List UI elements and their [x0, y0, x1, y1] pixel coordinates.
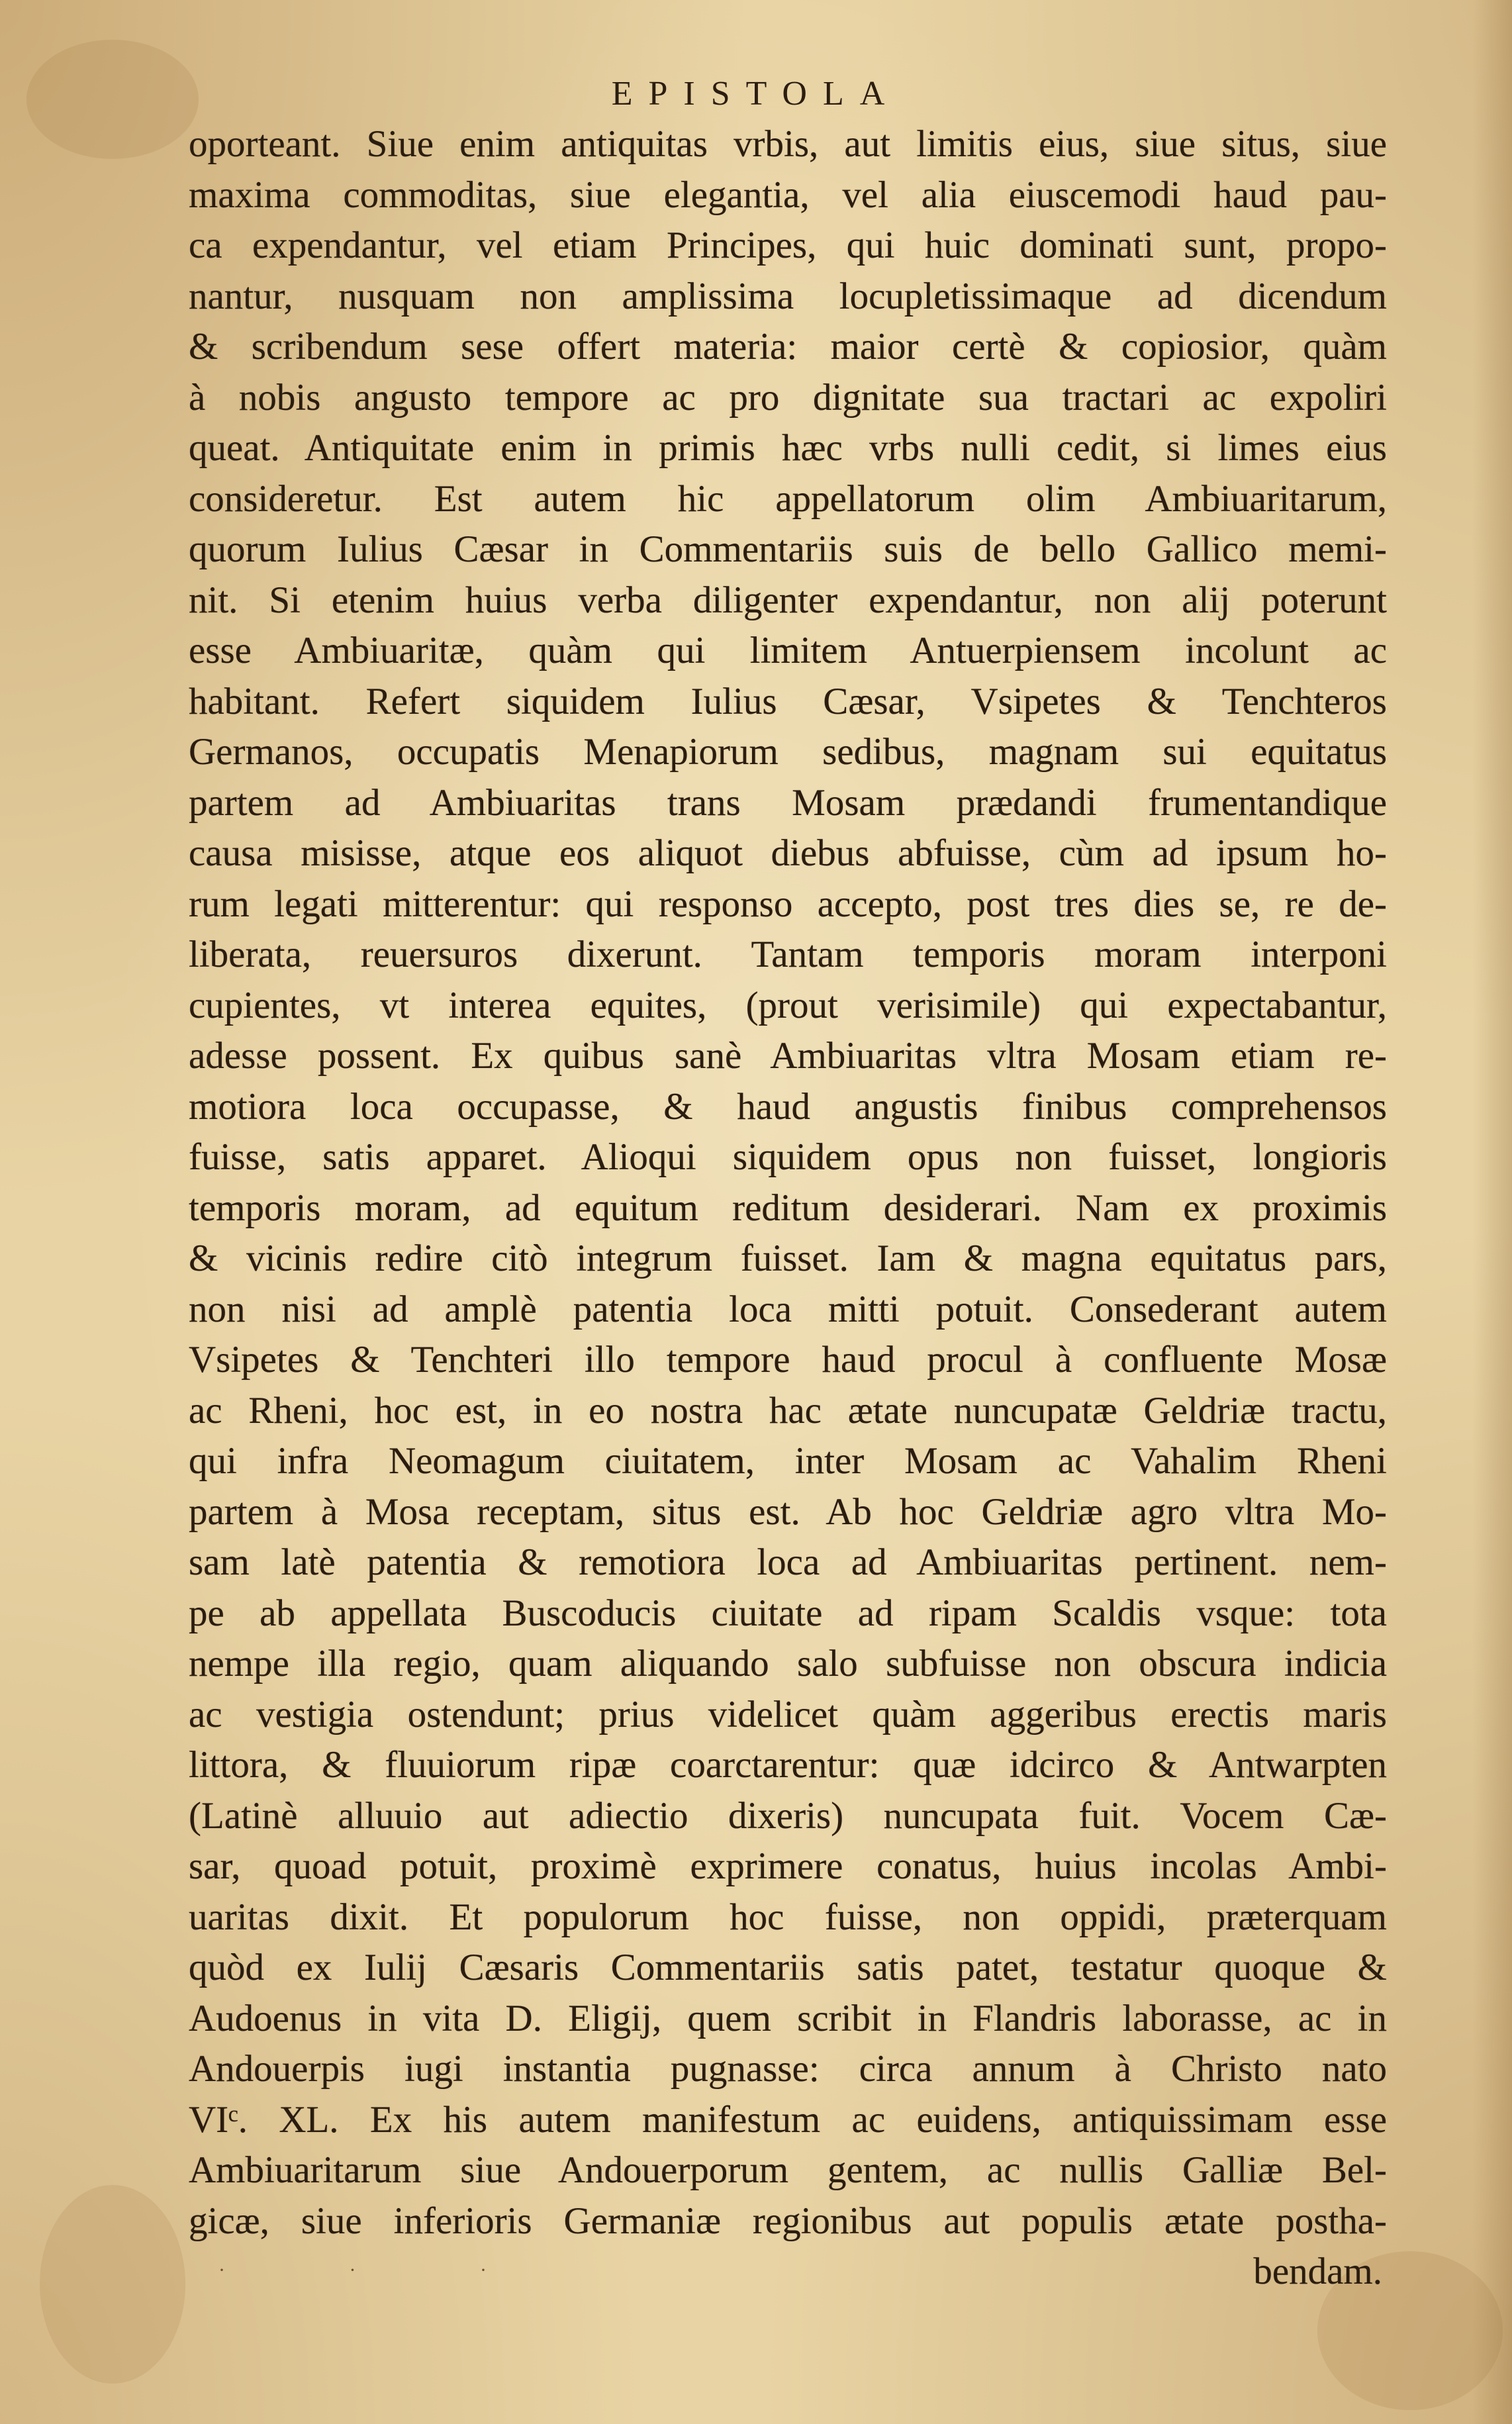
text-line: quorum Iulius Cæsar in Commentariis suis de bello Gallico memi-: [189, 528, 1387, 570]
text-line: (Latinè alluuio aut adiectio dixeris) nuncupata fuit. Vocem Cæ-: [189, 1794, 1387, 1837]
text-line: esse Ambiuaritæ, quàm qui limitem Antuerpiensem incolunt ac: [189, 630, 1387, 671]
text-line: pe ab appellata Buscoducis ciuitate ad ripam Scaldis vsque: tota: [189, 1592, 1387, 1634]
running-head: EPISTOLA: [611, 75, 901, 113]
text-line: nempe illa regio, quam aliquando salo subfuisse non obscura indicia: [189, 1643, 1387, 1684]
text-line: cupientes, vt interea equites, (prout verisimile) qui expectabantur,: [189, 984, 1387, 1026]
text-line: nit. Si etenim huius verba diligenter expendantur, non alij poterunt: [189, 579, 1387, 621]
paper-stain: [40, 2185, 185, 2384]
text-line: sar, quoad potuit, proximè exprimere conatus, huius incolas Ambi-: [189, 1845, 1387, 1887]
text-line: Vsipetes & Tenchteri illo tempore haud procul à confluente Mosæ: [189, 1339, 1387, 1381]
text-line: rum legati mitterentur: qui responso accepto, post tres dies se, re de-: [189, 883, 1387, 925]
text-line: motiora loca occupasse, & haud angustis finibus comprehensos: [189, 1085, 1387, 1128]
text-line: à nobis angusto tempore ac pro dignitate sua tractari ac expoliri: [189, 376, 1387, 418]
text-line: non nisi ad amplè patentia loca mitti potuit. Consederant autem: [189, 1288, 1387, 1330]
text-line: Audoenus in vita D. Eligij, quem scribit in Flandris laborasse, ac in: [189, 1997, 1387, 2039]
text-line: & scribendum sese offert materia: maior certè & copiosior, quàm: [189, 326, 1387, 367]
text-line: temporis moram, ad equitum reditum desiderari. Nam ex proximis: [189, 1187, 1387, 1229]
text-line: liberata, reuersuros dixerunt. Tantam temporis moram interponi: [189, 934, 1387, 975]
text-line: Andouerpis iugi instantia pugnasse: circa annum à Christo nato: [189, 2048, 1387, 2090]
text-line: consideretur. Est autem hic appellatorum olim Ambiuaritarum,: [189, 477, 1387, 520]
text-line: queat. Antiquitate enim in primis hæc vrbs nulli cedit, si limes eius: [189, 427, 1387, 469]
catchword: bendam.: [1253, 2251, 1382, 2292]
text-line: partem ad Ambiuaritas trans Mosam prædandi frumentandique: [189, 781, 1387, 824]
printer-marks: · · ·: [218, 2259, 546, 2281]
text-line: sam latè patentia & remotiora loca ad Ambiuaritas pertinent. nem-: [189, 1541, 1387, 1583]
text-line: habitant. Refert siquidem Iulius Cæsar, Vsipetes & Tenchteros: [189, 680, 1387, 722]
text-line: ac vestigia ostendunt; prius videlicet quàm aggeribus erectis maris: [189, 1693, 1387, 1735]
text-line: oporteant. Siue enim antiquitas vrbis, aut limitis eius, siue situs, siue: [189, 123, 1387, 165]
text-line: fuisse, satis apparet. Alioqui siquidem opus non fuisset, longioris: [189, 1136, 1387, 1178]
text-line: ca expendantur, vel etiam Principes, qui huic dominati sunt, propo-: [189, 224, 1387, 266]
text-line: quòd ex Iulij Cæsaris Commentariis satis patet, testatur quoque &: [189, 1947, 1387, 1988]
text-line: & vicinis redire citò integrum fuisset. Iam & magna equitatus pars,: [189, 1237, 1387, 1279]
body-text: [189, 119, 1387, 2247]
text-line: littora, & fluuiorum ripæ coarctarentur: quæ idcirco & Antwarpten: [189, 1744, 1387, 1786]
text-line: VIᶜ. XL. Ex his autem manifestum ac euidens, antiquissimam esse: [189, 2098, 1387, 2141]
text-line: maxima commoditas, siue elegantia, vel alia eiuscemodi haud pau-: [189, 173, 1387, 216]
text-line: partem à Mosa receptam, situs est. Ab hoc Geldriæ agro vltra Mo-: [189, 1490, 1387, 1533]
text-line: ac Rheni, hoc est, in eo nostra hac ætate nuncupatæ Geldriæ tractu,: [189, 1389, 1387, 1431]
text-line: gicæ, siue inferioris Germaniæ regionibus aut populis ætate postha-: [189, 2200, 1387, 2242]
text-line: Ambiuaritarum siue Andouerporum gentem, ac nullis Galliæ Bel-: [189, 2149, 1387, 2191]
page-edge-shadow: [1472, 0, 1512, 2424]
text-line: nantur, nusquam non amplissima locupletissimaque ad dicendum: [189, 275, 1387, 317]
text-line: uaritas dixit. Et populorum hoc fuisse, non oppidi, præterquam: [189, 1896, 1387, 1938]
text-line: Germanos, occupatis Menapiorum sedibus, magnam sui equitatus: [189, 731, 1387, 773]
text-line: causa misisse, atque eos aliquot diebus abfuisse, cùm ad ipsum ho-: [189, 832, 1387, 874]
text-line: adesse possent. Ex quibus sanè Ambiuaritas vltra Mosam etiam re-: [189, 1035, 1387, 1077]
text-line: qui infra Neomagum ciuitatem, inter Mosam ac Vahalim Rheni: [189, 1440, 1387, 1482]
